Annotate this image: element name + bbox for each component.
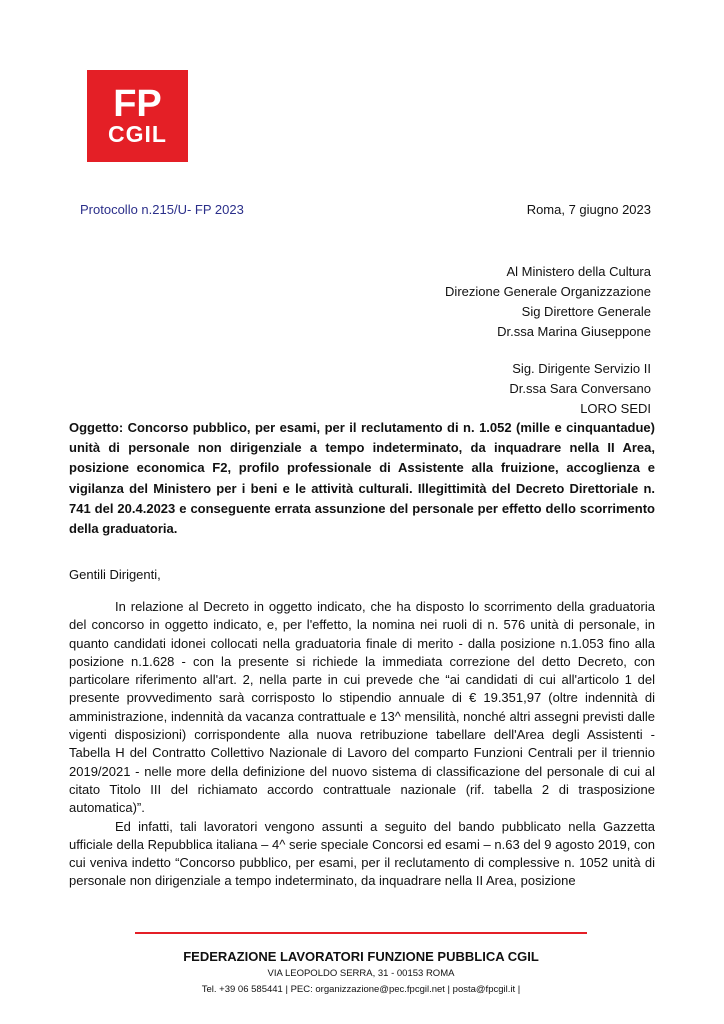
- recipients-block: [445, 262, 651, 419]
- recipient-line: Al Ministero della Cultura: [506, 264, 651, 279]
- recipient-line: LORO SEDI: [580, 401, 651, 416]
- subject-text: Concorso pubblico, per esami, per il reclutamento di n. 1.052 (mille e cinquantadue) unità di personale non dirigenziale a tempo indeterminato, da inquadrare nella II Area, posizione economica F2, profilo professionale di Assistente alla fruizione, accoglienza e vigilanza del Ministero per i beni e le attività culturali. Illegittimità del Decreto Direttoriale n. 741 del 20.4.2023 e conseguente errata assunzione del personale per effetto dello scorrimento della graduatoria.: [69, 420, 655, 537]
- greeting: Gentili Dirigenti,: [69, 567, 161, 582]
- footer-address: VIA LEOPOLDO SERRA, 31 - 00153 ROMA: [267, 968, 455, 979]
- logo-line-cgil: CGIL: [108, 121, 167, 147]
- footer-contacts: Tel. +39 06 585441 | PEC: organizzazione@pec.fpcgil.net | posta@fpcgil.it |: [201, 984, 521, 995]
- recipient-line: Dr.ssa Sara Conversano: [509, 381, 651, 396]
- footer: [135, 948, 587, 998]
- protocol-number: Protocollo n.215/U- FP 2023: [80, 202, 244, 217]
- logo-line-fp: FP: [113, 83, 162, 125]
- recipient-line: Sig Direttore Generale: [521, 304, 651, 319]
- recipient-line: Direzione Generale Organizzazione: [445, 284, 651, 299]
- body-paragraph: Ed infatti, tali lavoratori vengono assunti a seguito del bando pubblicato nella Gazzetta ufficiale della Repubblica italiana – 4^ serie speciale Concorsi ed esami – n.63 del 9 agosto 2019, con cui veniva indetto “Concorso pubblico, per esami, per il reclutamento di complessive n. 1052 unità di personale non dirigenziale a tempo indeterminato, da inquadrare nella II Area, posizione: [69, 818, 655, 889]
- fp-cgil-logo: [87, 70, 188, 162]
- subject-label: Oggetto:: [69, 420, 124, 435]
- letter-date: Roma, 7 giugno 2023: [526, 202, 651, 217]
- body-paragraph: In relazione al Decreto in oggetto indicato, che ha disposto lo scorrimento della graduatoria del concorso in oggetto indicato, e, per l'effetto, la nomina nei ruoli di n. 576 unità di personale, in quanto candidati idonei collocati nella graduatoria finale di merito - dalla posizione n.1.053 fino alla posizione n.1.628 - con la presente si richiede la immediata correzione del detto Decreto, con particolare riferimento all'art. 2, nella parte in cui prevede che “ai candidati di cui all'articolo 1 del presente provvedimento sarà corrisposto lo stipendio annuale di € 19.351,97 (oltre indennità di amministrazione, indennità da vacanza contrattuale e 13^ mensilità, nonché altri assegni previsti dalle vigenti disposizioni) corrispondente alla nuova retribuzione tabellare dell'Area degli Assistenti - Tabella H del Contratto Collettivo Nazionale di Lavoro del comparto Funzioni Centrali per il triennio 2019/2021 - nelle more della definizione del nuovo sistema di classificazione del personale di cui al citato Titolo III del richiamato accordo contrattuale nazionale (rif. tabella 2 di trasposizione automatica)”.: [69, 599, 655, 816]
- recipient-line: Sig. Dirigente Servizio II: [512, 361, 651, 376]
- footer-divider: [135, 932, 587, 934]
- subject-paragraph: [69, 418, 655, 539]
- footer-organization: FEDERAZIONE LAVORATORI FUNZIONE PUBBLICA CGIL: [183, 949, 539, 964]
- recipient-line: Dr.ssa Marina Giuseppone: [497, 324, 651, 339]
- letter-body: [69, 598, 655, 891]
